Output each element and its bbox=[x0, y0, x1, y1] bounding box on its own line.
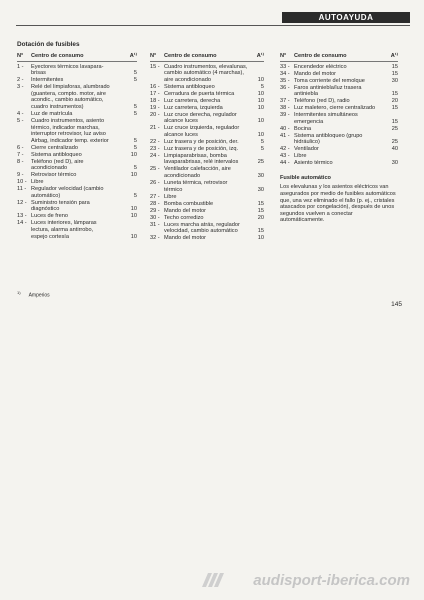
fuse-consumer: Libre bbox=[294, 153, 307, 160]
fuse-row bbox=[280, 71, 398, 78]
fuse-number: 29 - bbox=[150, 207, 160, 214]
fuse-row bbox=[17, 220, 137, 240]
fuse-consumer: Mando del motor bbox=[294, 70, 336, 77]
fuse-row bbox=[150, 166, 264, 179]
header-consumer: Centro de consumo bbox=[31, 53, 84, 59]
fuse-row bbox=[150, 146, 264, 153]
fuse-amps: 10 bbox=[130, 233, 137, 240]
fuse-amps: 5 bbox=[260, 138, 264, 145]
fuse-consumer: Ventilador bbox=[294, 146, 319, 153]
header-number: N° bbox=[17, 53, 24, 59]
fuse-row bbox=[150, 98, 264, 105]
fuse-consumer: Faros antiniebla/luz trasera antiniebla bbox=[294, 84, 362, 98]
fuse-number: 11 - bbox=[17, 186, 27, 193]
speed-stripes-icon bbox=[202, 573, 224, 587]
header-amps: A¹⁾ bbox=[129, 53, 137, 59]
fuse-row bbox=[280, 78, 398, 85]
fuse-number: 30 - bbox=[150, 214, 160, 221]
section-title: Dotación de fusibles bbox=[17, 41, 80, 48]
fuse-consumer: Eyectores térmicos lavapara- brisas bbox=[31, 63, 104, 77]
fuse-row bbox=[280, 112, 398, 125]
fuse-consumer: Encendedor eléctrico bbox=[294, 63, 347, 70]
auto-fuse-text: Los elevalunas y los asientos eléctricos van asegurados por medio de fusibles automáticos que, una vez eliminado el fallo (p. ej., cristales atascados por congelación), después de unos segundos vuelven a conectar automáticamente. bbox=[280, 184, 396, 224]
footnote-marker: 1) bbox=[17, 290, 21, 295]
fuse-row bbox=[150, 180, 264, 193]
fuse-number: 12 - bbox=[17, 199, 27, 206]
fuse-amps: 15 bbox=[391, 105, 398, 112]
header-rule bbox=[16, 25, 410, 26]
fuse-consumer: Intermitentes bbox=[31, 77, 64, 84]
fuse-consumer: Ventilador calefacción, aire acondicionado bbox=[164, 166, 231, 179]
fuse-number: 5 - bbox=[17, 117, 24, 124]
fuse-row bbox=[17, 179, 137, 186]
fuse-row bbox=[280, 153, 398, 160]
fuse-consumer: Luneta térmica, retrovisor térmico bbox=[164, 179, 228, 193]
fuse-consumer: Luz carretera, derecha bbox=[164, 97, 221, 104]
fuse-number: 42 - bbox=[280, 146, 290, 153]
fuse-consumer: Sistema antibloqueo bbox=[31, 151, 82, 158]
fuse-number: 37 - bbox=[280, 98, 290, 105]
fuse-amps: 10 bbox=[257, 97, 264, 104]
watermark: audisport-iberica.com bbox=[253, 572, 410, 589]
fuse-consumer: Luz maletero, cierre centralizado bbox=[294, 105, 376, 112]
fuse-row bbox=[150, 153, 264, 166]
fuse-row bbox=[17, 118, 137, 144]
fuse-number: 1 - bbox=[17, 63, 24, 70]
fuse-amps: 25 bbox=[257, 159, 264, 166]
fuse-number: 36 - bbox=[280, 84, 290, 91]
fuse-amps: 5 bbox=[133, 70, 137, 77]
fuse-number: 41 - bbox=[280, 132, 290, 139]
fuse-amps: 30 bbox=[257, 173, 264, 179]
header-amps: A¹⁾ bbox=[390, 53, 398, 59]
fuse-row bbox=[17, 172, 137, 179]
fuse-amps: 30 bbox=[257, 186, 264, 193]
fuse-row bbox=[17, 159, 137, 172]
fuse-consumer: Techo corredizo bbox=[164, 214, 204, 221]
fuse-amps: 10 bbox=[257, 76, 264, 83]
fuse-row bbox=[280, 85, 398, 98]
fuse-consumer: Sistema antibloqueo bbox=[164, 83, 215, 90]
fuse-consumer: Relé del limpiaforas, alumbrado (guantera, compto. motor, aire acondic., cambio automático, cuadro instrumentos) bbox=[31, 84, 110, 110]
fuse-number: 31 - bbox=[150, 221, 160, 228]
fuse-number: 15 - bbox=[150, 63, 160, 70]
fuse-consumer: Intermitentes simultáneos emergencia bbox=[294, 112, 358, 125]
fuse-row bbox=[17, 111, 137, 118]
fuse-consumer: Mando del motor bbox=[164, 207, 206, 214]
fuse-consumer: Bomba combustible bbox=[164, 200, 214, 207]
fuse-number: 23 - bbox=[150, 145, 160, 152]
fuse-row bbox=[150, 64, 264, 84]
fuse-number: 25 - bbox=[150, 166, 160, 173]
fuse-row bbox=[150, 91, 264, 98]
column-header bbox=[280, 53, 398, 62]
fuse-number: 7 - bbox=[17, 151, 24, 158]
fuse-number: 38 - bbox=[280, 105, 290, 112]
fuse-consumer: Luces de freno bbox=[31, 213, 69, 220]
fuse-amps: 15 bbox=[391, 70, 398, 77]
fuse-number: 18 - bbox=[150, 97, 160, 104]
fuse-amps: 40 bbox=[391, 146, 398, 153]
fuse-row bbox=[150, 105, 264, 112]
fuse-consumer: Mando del motor bbox=[164, 235, 206, 242]
fuse-consumer: Luz de matrícula bbox=[31, 110, 73, 117]
fuse-amps: 5 bbox=[133, 137, 137, 144]
fuse-amps: 5 bbox=[133, 77, 137, 84]
fuse-number: 40 - bbox=[280, 125, 290, 132]
fuse-row bbox=[17, 145, 137, 152]
footnote bbox=[17, 290, 50, 299]
column-header bbox=[17, 53, 137, 62]
fuse-row bbox=[150, 235, 264, 242]
fuse-amps: 10 bbox=[257, 90, 264, 97]
fuse-number: 33 - bbox=[280, 63, 290, 70]
fuse-row bbox=[17, 200, 137, 213]
fuse-amps: 10 bbox=[130, 213, 137, 220]
auto-fuse-title: Fusible automático bbox=[280, 174, 331, 181]
fuse-number: 32 - bbox=[150, 235, 160, 242]
fuse-column-2 bbox=[150, 53, 264, 242]
fuse-amps: 10 bbox=[130, 172, 137, 179]
fuse-row bbox=[150, 125, 264, 138]
fuse-row bbox=[280, 126, 398, 133]
fuse-amps: 5 bbox=[133, 110, 137, 117]
fuse-consumer: Suministro tensión para diagnóstico bbox=[31, 199, 90, 213]
fuse-amps: 10 bbox=[130, 206, 137, 213]
fuse-consumer: Asiento térmico bbox=[294, 160, 333, 167]
fuse-consumer: Libre bbox=[31, 179, 44, 186]
fuse-consumer: Luz cruce derecha, regulador alcance luces bbox=[164, 111, 237, 125]
fuse-number: 44 - bbox=[280, 160, 290, 167]
fuse-number: 27 - bbox=[150, 193, 160, 200]
fuse-amps: 10 bbox=[257, 131, 264, 138]
column-header bbox=[150, 53, 264, 62]
fuse-row bbox=[150, 201, 264, 208]
fuse-row bbox=[280, 160, 398, 167]
fuse-row bbox=[17, 152, 137, 159]
fuse-amps: 20 bbox=[257, 214, 264, 221]
fuse-row bbox=[150, 215, 264, 222]
fuse-number: 34 - bbox=[280, 70, 290, 77]
fuse-amps: 25 bbox=[391, 125, 398, 132]
fuse-number: 22 - bbox=[150, 138, 160, 145]
fuse-number: 24 - bbox=[150, 152, 160, 159]
fuse-amps: 5 bbox=[260, 83, 264, 90]
fuse-amps: 10 bbox=[257, 235, 264, 242]
fuse-amps: 5 bbox=[260, 145, 264, 152]
fuse-consumer: Sistema antibloqueo (grupo hidráulico) bbox=[294, 132, 363, 146]
page-header: AUTOAYUDA bbox=[282, 12, 410, 23]
fuse-consumer: Luz carretera, izquierda bbox=[164, 104, 223, 111]
fuse-number: 14 - bbox=[17, 220, 27, 227]
fuse-consumer: Luz trasera y de posición, der. bbox=[164, 138, 239, 145]
fuse-consumer: Luz cruce izquierda, regulador alcance luces bbox=[164, 125, 240, 138]
fuse-consumer: Cierre centralizado bbox=[31, 144, 78, 151]
fuse-row bbox=[280, 133, 398, 146]
fuse-number: 17 - bbox=[150, 90, 160, 97]
fuse-number: 8 - bbox=[17, 158, 24, 165]
fuse-number: 4 - bbox=[17, 110, 24, 117]
fuse-consumer: Cerradura de puerta térmica bbox=[164, 90, 235, 97]
fuse-amps: 10 bbox=[257, 118, 264, 125]
fuse-consumer: Retrovisor térmico bbox=[31, 172, 77, 179]
fuse-consumer: Luz trasera y de posición, izq. bbox=[164, 145, 238, 152]
fuse-amps: 5 bbox=[133, 165, 137, 172]
fuse-consumer: Cuadro instrumentos, asiento térmico, indicador marchas, interruptor retrovisor, luz aviso Airbag, indicador temp. exterior bbox=[31, 117, 109, 144]
fuse-amps: 15 bbox=[257, 228, 264, 235]
fuse-row bbox=[280, 64, 398, 71]
fuse-number: 21 - bbox=[150, 125, 160, 132]
fuse-row bbox=[150, 139, 264, 146]
header-amps: A¹⁾ bbox=[256, 53, 264, 59]
fuse-row bbox=[150, 84, 264, 91]
fuse-row bbox=[280, 146, 398, 153]
fuse-consumer: Teléfono (red D), aire acondicionado bbox=[31, 158, 84, 172]
fuse-amps: 15 bbox=[391, 91, 398, 98]
fuse-consumer: Limpiaparabrisas, bomba lavaparabrisas, relé intervalos bbox=[164, 152, 239, 166]
fuse-consumer: Luces marcha atrás, regulador velocidad, cambio automático bbox=[164, 221, 240, 235]
fuse-amps: 15 bbox=[391, 63, 398, 70]
fuse-row bbox=[17, 77, 137, 84]
fuse-consumer: Teléfono (red D), radio bbox=[294, 98, 350, 105]
fuse-amps: 25 bbox=[391, 139, 398, 146]
fuse-row bbox=[280, 105, 398, 112]
header-consumer: Centro de consumo bbox=[294, 53, 347, 59]
fuse-consumer: Luces interiores, lámparas lectura, alarma antirrobo, espejo cortesía bbox=[31, 220, 97, 240]
fuse-number: 26 - bbox=[150, 179, 160, 186]
fuse-number: 39 - bbox=[280, 112, 290, 119]
fuse-row bbox=[150, 208, 264, 215]
page-number: 145 bbox=[391, 301, 402, 308]
fuse-number: 10 - bbox=[17, 179, 27, 186]
fuse-amps: 5 bbox=[133, 144, 137, 151]
fuse-amps: 15 bbox=[257, 200, 264, 207]
fuse-amps: 30 bbox=[391, 77, 398, 84]
header-number: N° bbox=[150, 53, 157, 59]
fuse-number: 35 - bbox=[280, 77, 290, 84]
fuse-consumer: Regulador velocidad (cambio automático) bbox=[31, 186, 104, 199]
fuse-row bbox=[17, 186, 137, 199]
header-number: N° bbox=[280, 53, 287, 59]
fuse-amps: 10 bbox=[130, 151, 137, 158]
fuse-row bbox=[150, 222, 264, 235]
fuse-amps: 15 bbox=[257, 207, 264, 214]
fuse-consumer: Libre bbox=[164, 193, 177, 200]
fuse-column-3 bbox=[280, 53, 398, 224]
fuse-amps: 30 bbox=[391, 160, 398, 167]
fuse-column-1 bbox=[17, 53, 137, 241]
fuse-number: 19 - bbox=[150, 104, 160, 111]
fuse-consumer: Bocina bbox=[294, 125, 312, 132]
fuse-row bbox=[280, 98, 398, 105]
fuse-consumer: Cuadro instrumentos, elevalunas, cambio automático (4 marchas), aire acondicionado bbox=[164, 63, 248, 83]
fuse-amps: 10 bbox=[257, 104, 264, 111]
header-consumer: Centro de consumo bbox=[164, 53, 217, 59]
fuse-row bbox=[17, 84, 137, 110]
fuse-number: 2 - bbox=[17, 77, 24, 84]
fuse-number: 28 - bbox=[150, 200, 160, 207]
fuse-number: 9 - bbox=[17, 172, 24, 179]
fuse-amps: 15 bbox=[391, 118, 398, 125]
footnote-text: Amperios bbox=[28, 292, 50, 299]
fuse-number: 16 - bbox=[150, 83, 160, 90]
fuse-number: 6 - bbox=[17, 144, 24, 151]
fuse-amps: 20 bbox=[391, 98, 398, 105]
fuse-row bbox=[17, 64, 137, 77]
fuse-row bbox=[17, 213, 137, 220]
fuse-number: 20 - bbox=[150, 111, 160, 118]
fuse-row bbox=[150, 112, 264, 125]
fuse-number: 13 - bbox=[17, 213, 27, 220]
fuse-row bbox=[150, 194, 264, 201]
fuse-number: 43 - bbox=[280, 153, 290, 160]
fuse-number: 3 - bbox=[17, 84, 24, 91]
fuse-amps: 5 bbox=[133, 103, 137, 110]
fuse-consumer: Toma corriente del remolque bbox=[294, 77, 365, 84]
fuse-amps: 5 bbox=[133, 192, 137, 199]
